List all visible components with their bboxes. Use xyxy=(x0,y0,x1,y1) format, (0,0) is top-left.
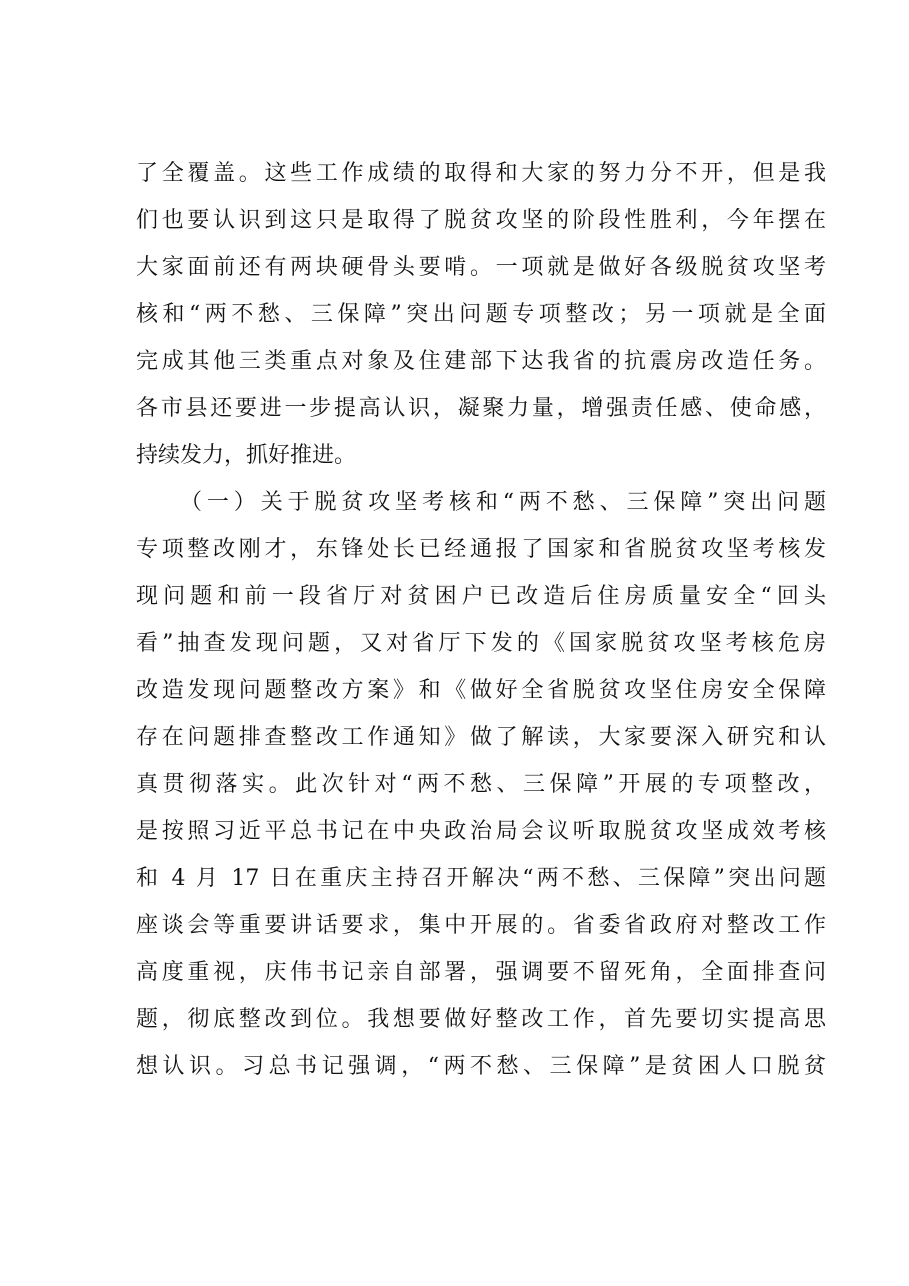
text-line: 是按照习近平总书记在中央政治局会议听取脱贫攻坚成效考核 xyxy=(136,819,826,844)
text-line: 大家面前还有两块硬骨头要啃。一项就是做好各级脱贫攻坚考 xyxy=(136,255,826,280)
text-line: 各市县还要进一步提高认识，凝聚力量，增强责任感、使命感， xyxy=(136,396,826,421)
text-line: 现问题和前一段省厅对贫困户已改造后住房质量安全“回头 xyxy=(136,584,826,609)
document-body xyxy=(136,150,826,1090)
text-line: 了全覆盖。这些工作成绩的取得和大家的努力分不开，但是我 xyxy=(136,161,826,186)
text-line: 题，彻底整改到位。我想要做好整改工作，首先要切实提高思 xyxy=(136,1007,826,1032)
text-line: 和 4 月 17 日在重庆主持召开解决“两不愁、三保障”突出问题 xyxy=(136,866,826,891)
text-line: 完成其他三类重点对象及住建部下达我省的抗震房改造任务。 xyxy=(136,349,826,374)
text-line: 专项整改刚才，东锋处长已经通报了国家和省脱贫攻坚考核发 xyxy=(136,537,826,562)
text-line: 座谈会等重要讲话要求，集中开展的。省委省政府对整改工作 xyxy=(136,913,826,938)
text-line: 真贯彻落实。此次针对“两不愁、三保障”开展的专项整改， xyxy=(136,772,826,797)
text-line: 看”抽查发现问题，又对省厅下发的《国家脱贫攻坚考核危房 xyxy=(136,631,826,656)
text-line: 高度重视，庆伟书记亲自部署，强调要不留死角，全面排查问 xyxy=(136,960,826,985)
text-line: 存在问题排查整改工作通知》做了解读，大家要深入研究和认 xyxy=(136,725,826,750)
text-line: 们也要认识到这只是取得了脱贫攻坚的阶段性胜利，今年摆在 xyxy=(136,208,826,233)
text-line: 核和“两不愁、三保障”突出问题专项整改；另一项就是全面 xyxy=(136,302,826,327)
text-line: 持续发力，抓好推进。 xyxy=(136,443,357,468)
section-heading-line: （一）关于脱贫攻坚考核和“两不愁、三保障”突出问题 xyxy=(180,490,826,515)
text-line: 改造发现问题整改方案》和《做好全省脱贫攻坚住房安全保障 xyxy=(136,678,826,703)
text-line: 想认识。习总书记强调，“两不愁、三保障”是贫困人口脱贫 xyxy=(136,1054,826,1079)
